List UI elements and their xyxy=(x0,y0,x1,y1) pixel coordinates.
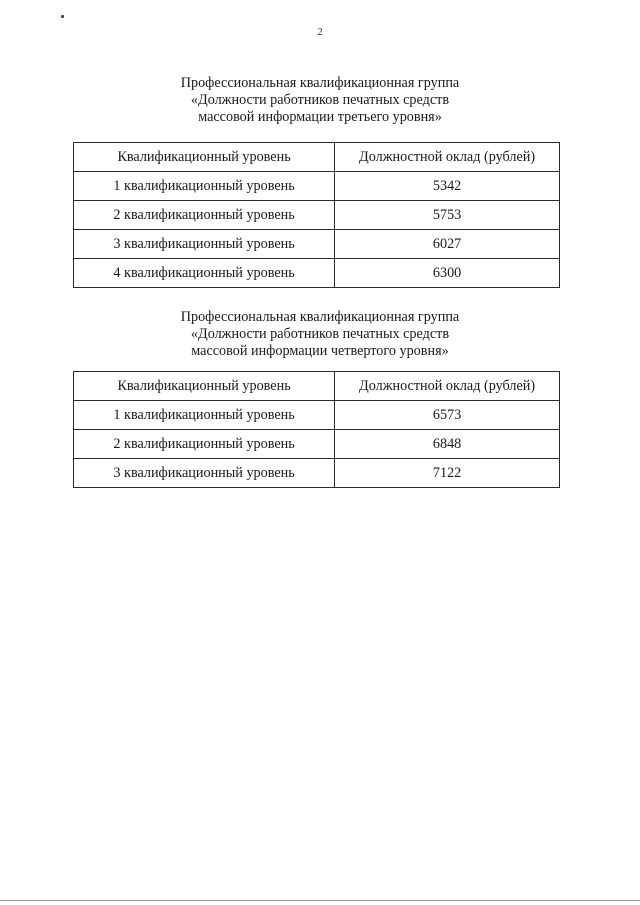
heading-line: «Должности работников печатных средств xyxy=(190,92,450,108)
group-heading-fourth-level xyxy=(0,309,640,360)
table-row xyxy=(74,201,560,230)
level-cell: 1 квалификационный уровень xyxy=(74,401,335,430)
level-cell: 4 квалификационный уровень xyxy=(74,259,335,288)
table-row xyxy=(74,430,560,459)
table-header-row xyxy=(74,143,560,172)
salary-cell: 6300 xyxy=(335,259,560,288)
table-row xyxy=(74,259,560,288)
table-row xyxy=(74,459,560,488)
heading-line: массовой информации четвертого уровня» xyxy=(191,343,449,359)
page-number: 2 xyxy=(317,26,323,38)
salary-cell: 6848 xyxy=(335,430,560,459)
page-bottom-edge xyxy=(0,900,640,901)
group-heading-third-level xyxy=(0,75,640,126)
level-cell: 2 квалификационный уровень xyxy=(74,201,335,230)
salary-table-third-level xyxy=(73,142,560,288)
table-row xyxy=(74,230,560,259)
salary-cell: 7122 xyxy=(335,459,560,488)
heading-line: «Должности работников печатных средств xyxy=(190,326,450,342)
salary-cell: 6573 xyxy=(335,401,560,430)
column-header-salary: Должностной оклад (рублей) xyxy=(335,372,560,401)
level-cell: 1 квалификационный уровень xyxy=(74,172,335,201)
scan-speck xyxy=(61,15,64,18)
level-cell: 2 квалификационный уровень xyxy=(74,430,335,459)
heading-line: Профессиональная квалификационная группа xyxy=(180,75,460,91)
column-header-salary: Должностной оклад (рублей) xyxy=(335,143,560,172)
salary-cell: 5753 xyxy=(335,201,560,230)
level-cell: 3 квалификационный уровень xyxy=(74,459,335,488)
salary-table-fourth-level xyxy=(73,371,560,488)
heading-line: Профессиональная квалификационная группа xyxy=(180,309,460,325)
table-row xyxy=(74,172,560,201)
salary-cell: 5342 xyxy=(335,172,560,201)
level-cell: 3 квалификационный уровень xyxy=(74,230,335,259)
column-header-level: Квалификационный уровень xyxy=(74,143,335,172)
table-row xyxy=(74,401,560,430)
heading-line: массовой информации третьего уровня» xyxy=(198,109,442,125)
column-header-level: Квалификационный уровень xyxy=(74,372,335,401)
table-header-row xyxy=(74,372,560,401)
salary-cell: 6027 xyxy=(335,230,560,259)
